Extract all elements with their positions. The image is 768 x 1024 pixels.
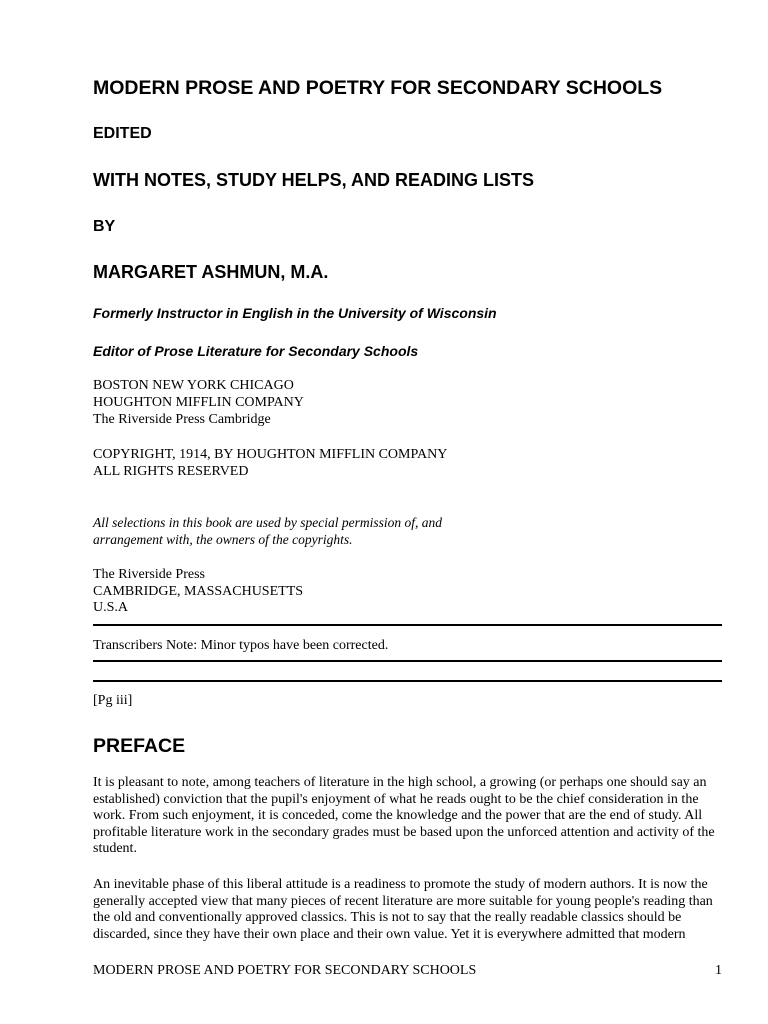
divider (93, 624, 722, 626)
preface-paragraph: An inevitable phase of this liberal attitude is a readiness to promote the study of modern authors. It is now the generally accepted view that many pieces of recent literature are more suitable for young people's reading than the old and conventionally approved classics. This is not to say that the really readable classics should be discarded, since they have their own place and their own value. Yet it is everywhere admitted that modern (93, 877, 713, 942)
publisher-line: HOUGHTON MIFFLIN COMPANY (93, 395, 304, 410)
permission-line: arrangement with, the owners of the copyrights. (93, 532, 353, 547)
divider (93, 680, 722, 682)
press-line: U.S.A (93, 600, 129, 615)
author-name: MARGARET ASHMUN, M.A. (93, 262, 329, 282)
publisher-line: The Riverside Press Cambridge (93, 412, 271, 427)
copyright-line: ALL RIGHTS RESERVED (93, 464, 249, 479)
copyright-line: COPYRIGHT, 1914, BY HOUGHTON MIFFLIN COMPANY (93, 447, 448, 462)
press-line: CAMBRIDGE, MASSACHUSETTS (93, 584, 304, 599)
footer-title: MODERN PROSE AND POETRY FOR SECONDARY SCHOOLS (93, 963, 477, 978)
preface-heading: PREFACE (93, 735, 186, 757)
divider (93, 660, 722, 662)
publisher-line: BOSTON NEW YORK CHICAGO (93, 378, 294, 393)
edited-label: EDITED (93, 125, 152, 142)
permission-line: All selections in this book are used by special permission of, and (93, 515, 442, 530)
page-footer (93, 963, 722, 979)
page-marker: [Pg iii] (93, 693, 133, 708)
transcriber-note: Transcribers Note: Minor typos have been corrected. (93, 638, 389, 653)
credential-line-1: Formerly Instructor in English in the University of Wisconsin (93, 305, 497, 321)
press-line: The Riverside Press (93, 567, 205, 582)
document-page (93, 0, 721, 1024)
book-title: MODERN PROSE AND POETRY FOR SECONDARY SCHOOLS (93, 77, 663, 99)
notes-heading: WITH NOTES, STUDY HELPS, AND READING LISTS (93, 170, 535, 190)
credential-line-2: Editor of Prose Literature for Secondary Schools (93, 343, 419, 359)
preface-paragraph: It is pleasant to note, among teachers of literature in the high school, a growing (or perhaps one should say an established) conviction that the pupil's enjoyment of what he reads ought to be the chief consideration in the work. From such enjoyment, it is conceded, come the knowledge and the power that are the end of study. All profitable literature work in the secondary grades must be based upon the unforced attention and activity of the student. (93, 775, 715, 856)
page-number: 1 (715, 963, 722, 978)
by-label: BY (93, 218, 116, 235)
